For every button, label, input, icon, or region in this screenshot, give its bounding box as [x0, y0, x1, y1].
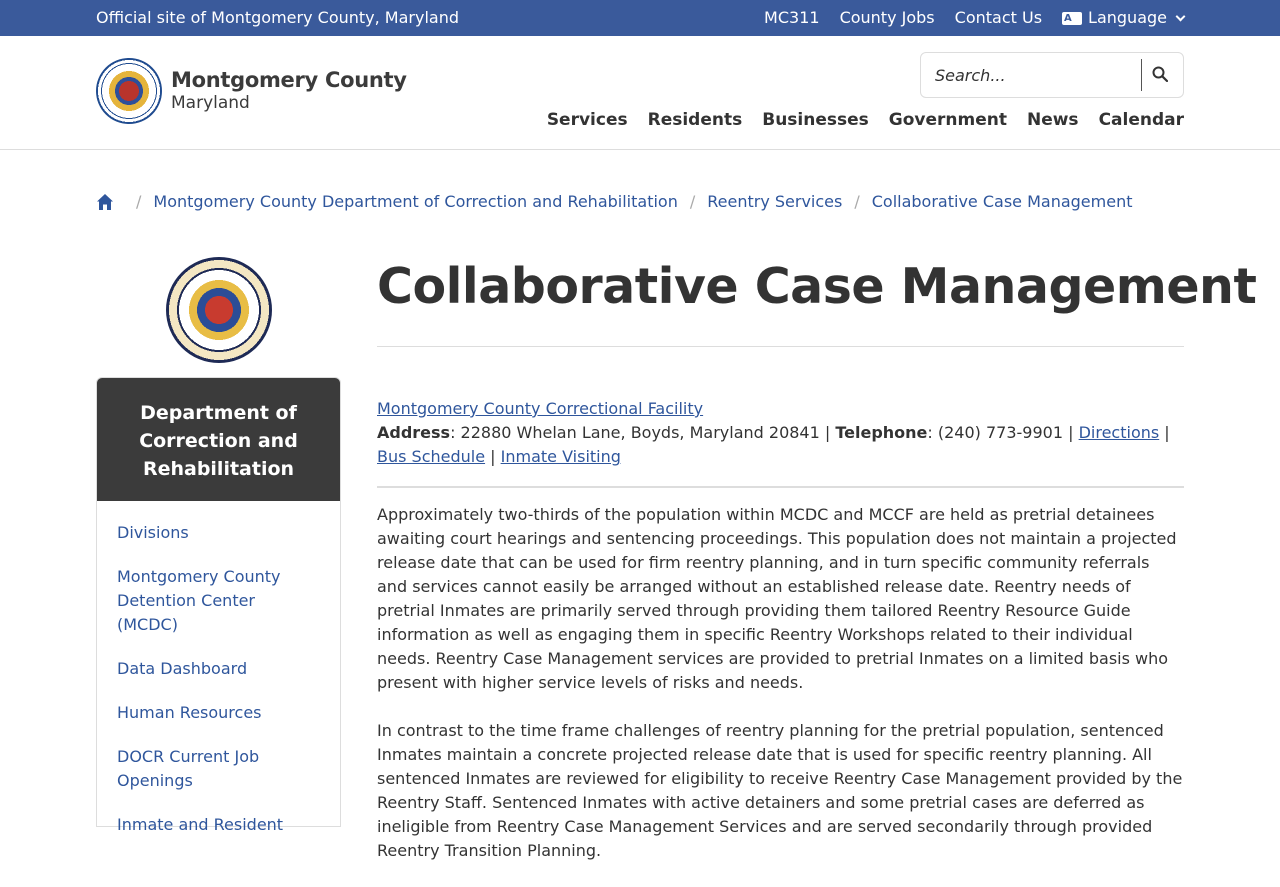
address-value: : 22880 Whelan Lane, Boyds, Maryland 20841 |: [450, 423, 836, 442]
language-selector[interactable]: [1062, 9, 1184, 27]
address-label: Address: [377, 423, 451, 442]
sidebar-item-inmate-resident[interactable]: Inmate and Resident: [117, 815, 284, 834]
facility-link[interactable]: Montgomery County Correctional Facility: [377, 399, 704, 418]
directions-link[interactable]: Directions: [1078, 423, 1160, 442]
breadcrumb-reentry-services[interactable]: Reentry Services: [707, 192, 843, 211]
breadcrumb-separator: /: [136, 192, 142, 211]
nav-services[interactable]: Services: [546, 110, 628, 130]
search-input[interactable]: [935, 64, 1135, 86]
info-divider: [377, 486, 1184, 488]
sidebar-item-divisions[interactable]: Divisions: [117, 523, 189, 542]
sidebar-heading: Department of Correction and Rehabilitation: [97, 378, 340, 501]
sidebar-item-human-resources[interactable]: Human Resources: [117, 703, 262, 722]
breadcrumb: [96, 192, 1132, 211]
nav-calendar[interactable]: Calendar: [1098, 110, 1184, 130]
mc311-link[interactable]: MC311: [764, 8, 820, 27]
bus-schedule-link[interactable]: Bus Schedule: [377, 447, 486, 466]
chevron-down-icon: [1176, 11, 1186, 21]
article-body: [377, 503, 1184, 887]
brand-subtitle[interactable]: Maryland: [171, 93, 250, 113]
county-jobs-link[interactable]: County Jobs: [839, 8, 935, 27]
sidebar-item-job-openings[interactable]: DOCR Current Job Openings: [117, 747, 260, 790]
home-icon[interactable]: [96, 193, 114, 211]
official-site-label: Official site of Montgomery County, Maryland: [96, 8, 460, 27]
title-divider: [377, 346, 1184, 347]
translate-icon: [1062, 12, 1082, 25]
facility-info: [377, 397, 1184, 469]
sidebar-list: [97, 501, 340, 857]
paragraph: Approximately two-thirds of the population within MCDC and MCCF are held as pretrial detainees awaiting court hearings and sentencing proceedings. This population does not maintain a projected release date that can be used for firm reentry planning, and in turn specific community referrals and services cannot easily be arranged without an established release date. Reentry needs of pretrial Inmates are primarily served through providing them tailored Reentry Resource Guide information as well as engaging them in specific Reentry Workshops related to their individual needs. Reentry Case Management services are provided to pretrial Inmates on a limited basis who present with higher service levels of risks and needs.: [377, 505, 1177, 692]
nav-businesses[interactable]: Businesses: [762, 110, 869, 130]
breadcrumb-department[interactable]: Montgomery County Department of Correction and Rehabilitation: [153, 192, 678, 211]
nav-news[interactable]: News: [1026, 110, 1079, 130]
utility-links: [764, 9, 1184, 27]
search-icon[interactable]: [1152, 66, 1168, 82]
contact-us-link[interactable]: Contact Us: [954, 8, 1043, 27]
breadcrumb-separator: /: [689, 192, 696, 211]
site-header: [0, 36, 1280, 150]
breadcrumb-separator: /: [854, 192, 860, 211]
telephone-label: Telephone: [835, 423, 928, 442]
brand-title[interactable]: Montgomery County: [171, 68, 407, 92]
county-seal-logo[interactable]: [96, 58, 162, 124]
search-divider: [1141, 59, 1142, 91]
breadcrumb-current-page[interactable]: Collaborative Case Management: [871, 192, 1133, 211]
search-box: [920, 52, 1184, 98]
info-separator: |: [1159, 423, 1170, 442]
main-nav: [547, 110, 1184, 130]
sidebar-item-data-dashboard[interactable]: Data Dashboard: [117, 659, 248, 678]
utility-bar: [0, 0, 1280, 36]
department-seal-logo: [166, 257, 272, 363]
info-separator: |: [485, 447, 501, 466]
telephone-value: : (240) 773-9901 |: [927, 423, 1079, 442]
sidebar: [96, 377, 341, 834]
nav-residents[interactable]: Residents: [647, 110, 743, 130]
paragraph: In contrast to the time frame challenges of reentry planning for the pretrial population, sentenced Inmates maintain a concrete projected release date that is used for specific reentry planning. All sentenced Inmates are reviewed for eligibility to receive Reentry Case Management provided by the Reentry Staff. Sentenced Inmates with active detainers and some pretrial cases are deferred as ineligible from Reentry Case Management Services and are served secondarily through provided Reentry Transition Planning.: [377, 721, 1183, 860]
nav-government[interactable]: Government: [888, 110, 1007, 130]
page-title: Collaborative Case Management: [377, 258, 1257, 315]
inmate-visiting-link[interactable]: Inmate Visiting: [500, 447, 621, 466]
sidebar-item-mcdc[interactable]: Montgomery County Detention Center (MCDC): [117, 567, 281, 634]
language-label: Language: [1088, 8, 1167, 27]
